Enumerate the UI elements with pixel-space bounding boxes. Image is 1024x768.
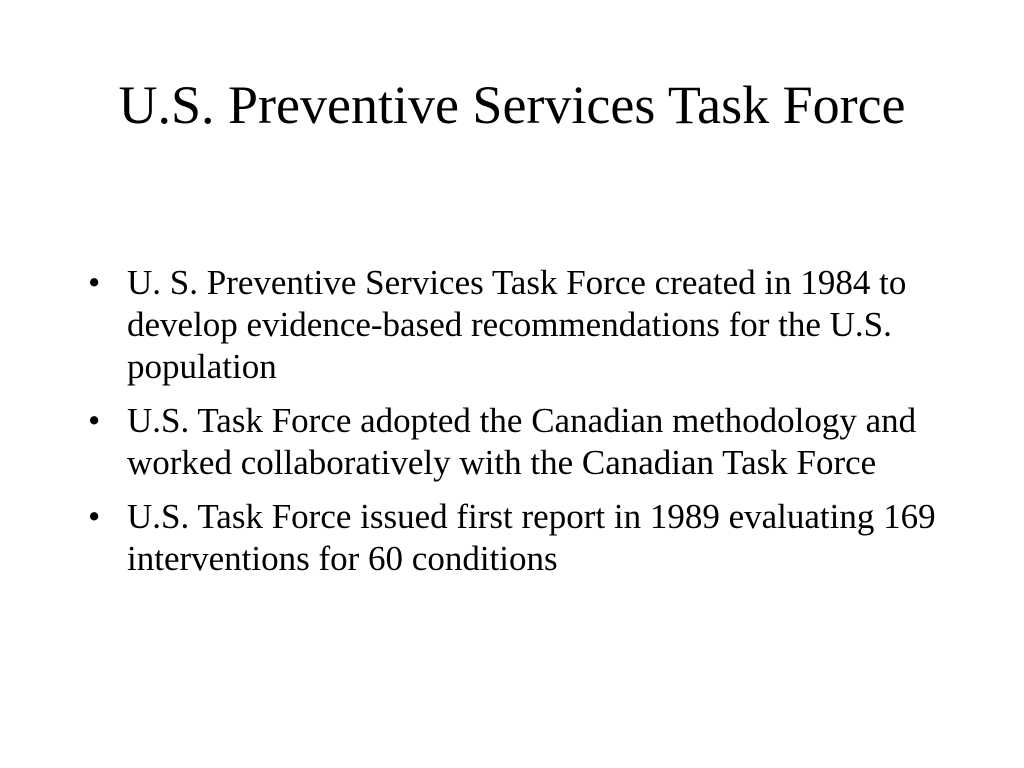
slide-title: U.S. Preventive Services Task Force: [118, 75, 906, 135]
bullet-item: [88, 262, 948, 388]
bullet-text: U. S. Preventive Services Task Force created in 1984 to develop evidence-based recommendations for the U.S. population: [127, 263, 907, 386]
bullet-item: [88, 400, 948, 484]
bullet-item: [88, 496, 948, 580]
bullet-dot-icon: •: [88, 401, 101, 440]
bullet-text: U.S. Task Force adopted the Canadian methodology and worked collaboratively with the Canadian Task Force: [127, 401, 917, 482]
bullet-dot-icon: •: [88, 263, 101, 302]
bullet-dot-icon: •: [88, 497, 101, 536]
bullet-list: [88, 262, 948, 592]
bullet-text: U.S. Task Force issued first report in 1989 evaluating 169 interventions for 60 conditions: [127, 497, 936, 578]
